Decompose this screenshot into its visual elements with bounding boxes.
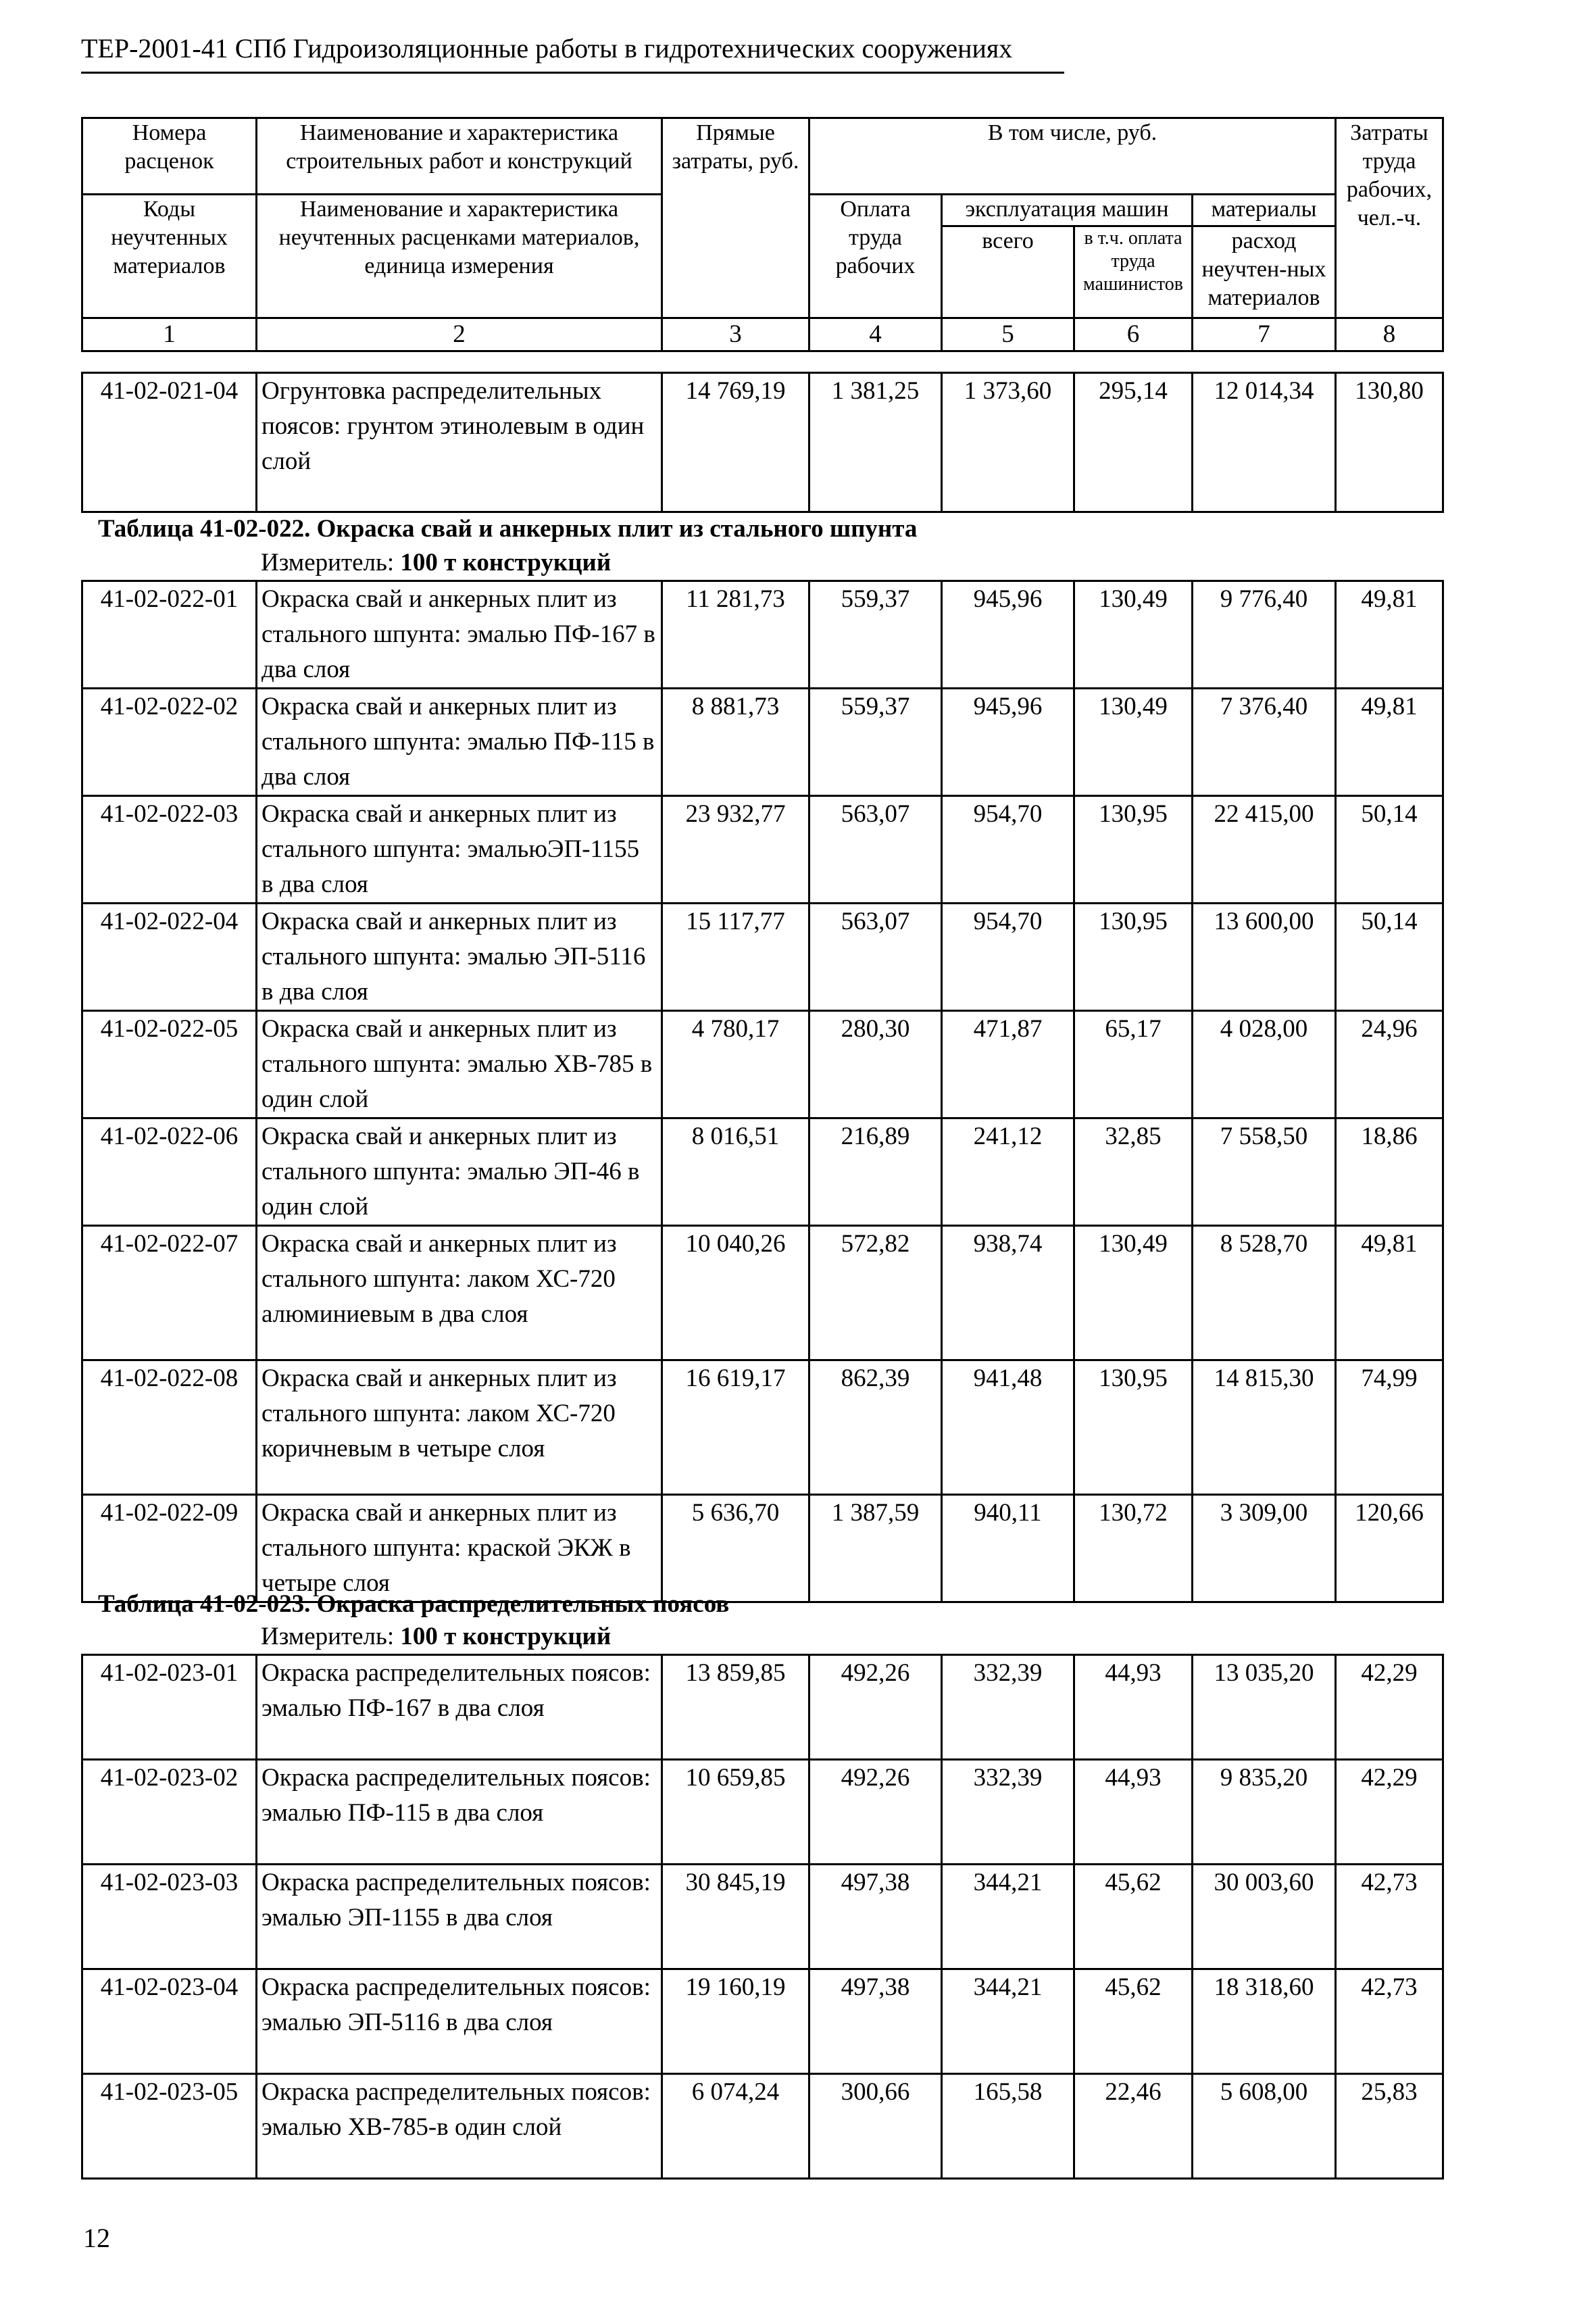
- work-description: Окраска распределительных поясов: эмалью ЭП-1155 в два слоя: [257, 1865, 662, 1969]
- work-description: Окраска распределительных поясов: эмалью ПФ-115 в два слоя: [257, 1760, 662, 1865]
- materials-cost: 4 028,00: [1193, 1011, 1336, 1118]
- col-number: 5: [942, 318, 1074, 351]
- direct-cost: 14 769,19: [662, 373, 809, 512]
- col-number: 8: [1336, 318, 1443, 351]
- work-description: Окраска свай и анкерных плит из стального шпунта: лаком ХС-720 алюминиевым в два слоя: [257, 1226, 662, 1360]
- machines-labor: 32,85: [1074, 1118, 1193, 1226]
- machines-labor: 130,95: [1074, 904, 1193, 1011]
- rate-code: 41-02-022-05: [82, 1011, 257, 1118]
- labor-cost: 563,07: [809, 904, 942, 1011]
- direct-cost: 16 619,17: [662, 1360, 809, 1495]
- table-row: [82, 1495, 1443, 1602]
- work-description: Окраска свай и анкерных плит из стального шпунта: эмалью ЭП-5116 в два слоя: [257, 904, 662, 1011]
- table-row: [82, 2074, 1443, 2179]
- labor-hours: 42,29: [1336, 1655, 1443, 1760]
- direct-cost: 8 016,51: [662, 1118, 809, 1226]
- table-row: [82, 689, 1443, 796]
- rate-code: 41-02-023-03: [82, 1865, 257, 1969]
- materials-cost: 13 035,20: [1193, 1655, 1336, 1760]
- machines-total: 165,58: [942, 2074, 1074, 2179]
- work-description: Окраска распределительных поясов: эмалью ЭП-5116 в два слоя: [257, 1969, 662, 2074]
- rate-code: 41-02-022-03: [82, 796, 257, 904]
- header-direct: Прямые затраты, руб.: [662, 118, 809, 318]
- labor-cost: 492,26: [809, 1760, 942, 1865]
- labor-hours: 49,81: [1336, 581, 1443, 689]
- work-description: Окраска свай и анкерных плит из стального шпунта: лаком ХС-720 коричневым в четыре слоя: [257, 1360, 662, 1495]
- rate-code: 41-02-023-02: [82, 1760, 257, 1865]
- header-material-name: Наименование и характеристика неучтенных расценками материалов, единица измерения: [257, 195, 662, 318]
- work-description: Окраска свай и анкерных плит из стального шпунта: эмалью ХВ-785 в один слой: [257, 1011, 662, 1118]
- machines-total: 344,21: [942, 1969, 1074, 2074]
- machines-total: 1 373,60: [942, 373, 1074, 512]
- page-number: 12: [83, 2223, 110, 2253]
- labor-cost: 563,07: [809, 796, 942, 904]
- materials-cost: 9 835,20: [1193, 1760, 1336, 1865]
- header-materials: материалы: [1193, 195, 1336, 226]
- machines-labor: 130,95: [1074, 1360, 1193, 1495]
- machines-total: 945,96: [942, 581, 1074, 689]
- direct-cost: 15 117,77: [662, 904, 809, 1011]
- machines-total: 938,74: [942, 1226, 1074, 1360]
- header-material-codes: Коды неучтенных материалов: [82, 195, 257, 318]
- materials-cost: 13 600,00: [1193, 904, 1336, 1011]
- materials-cost: 8 528,70: [1193, 1226, 1336, 1360]
- direct-cost: 6 074,24: [662, 2074, 809, 2179]
- rows-022: [82, 581, 1443, 1602]
- machines-labor: 45,62: [1074, 1969, 1193, 2074]
- machines-total: 941,48: [942, 1360, 1074, 1495]
- labor-cost: 497,38: [809, 1969, 942, 2074]
- labor-hours: 42,73: [1336, 1969, 1443, 2074]
- materials-cost: 7 376,40: [1193, 689, 1336, 796]
- column-header-table: [81, 117, 1444, 352]
- machines-labor: 295,14: [1074, 373, 1193, 512]
- machines-labor: 22,46: [1074, 2074, 1193, 2179]
- materials-cost: 7 558,50: [1193, 1118, 1336, 1226]
- rate-code: 41-02-023-05: [82, 2074, 257, 2179]
- direct-cost: 10 659,85: [662, 1760, 809, 1865]
- header-machines: эксплуатация машин: [942, 195, 1193, 226]
- rate-table-022: [81, 580, 1444, 1603]
- table-row: [82, 1655, 1443, 1760]
- machines-total: 954,70: [942, 904, 1074, 1011]
- machines-labor: 130,49: [1074, 1226, 1193, 1360]
- table-row: [82, 1969, 1443, 2074]
- table-row: [82, 1760, 1443, 1865]
- col-number: 3: [662, 318, 809, 351]
- labor-hours: 50,14: [1336, 904, 1443, 1011]
- measure-label: Измеритель:: [261, 549, 395, 576]
- table-023-title: Таблица 41-02-023. Окраска распределительных поясов: [98, 1590, 730, 1618]
- direct-cost: 13 859,85: [662, 1655, 809, 1760]
- measure-value: 100 т конструкций: [400, 1623, 612, 1650]
- page-header: ТЕР-2001-41 СПб Гидроизоляционные работы в гидротехнических сооружениях: [81, 30, 1064, 74]
- table-row: [82, 1865, 1443, 1969]
- rate-code: 41-02-022-09: [82, 1495, 257, 1602]
- machines-total: 344,21: [942, 1865, 1074, 1969]
- work-description: Окраска свай и анкерных плит из стального шпунта: краской ЭКЖ в четыре слоя: [257, 1495, 662, 1602]
- header-hours: Затраты труда рабочих, чел.-ч.: [1336, 118, 1443, 318]
- direct-cost: 4 780,17: [662, 1011, 809, 1118]
- table-row: [82, 581, 1443, 689]
- materials-cost: 5 608,00: [1193, 2074, 1336, 2179]
- table-row: [82, 373, 1443, 512]
- rate-code: 41-02-023-01: [82, 1655, 257, 1760]
- work-description: Окраска свай и анкерных плит из стального шпунта: эмальюЭП-1155 в два слоя: [257, 796, 662, 904]
- table-row: [82, 1011, 1443, 1118]
- materials-cost: 9 776,40: [1193, 581, 1336, 689]
- rate-code: 41-02-022-08: [82, 1360, 257, 1495]
- machines-total: 241,12: [942, 1118, 1074, 1226]
- labor-cost: 572,82: [809, 1226, 942, 1360]
- machines-total: 471,87: [942, 1011, 1074, 1118]
- labor-hours: 24,96: [1336, 1011, 1443, 1118]
- table-023-measure: [261, 1620, 611, 1654]
- machines-labor: 130,49: [1074, 689, 1193, 796]
- header-including: В том числе, руб.: [809, 118, 1336, 195]
- col-number: 4: [809, 318, 942, 351]
- header-name: Наименование и характеристика строительных работ и конструкций: [257, 118, 662, 195]
- labor-hours: 42,73: [1336, 1865, 1443, 1969]
- labor-hours: 49,81: [1336, 689, 1443, 796]
- materials-cost: 18 318,60: [1193, 1969, 1336, 2074]
- labor-hours: 42,29: [1336, 1760, 1443, 1865]
- labor-cost: 492,26: [809, 1655, 942, 1760]
- measure-label: Измеритель:: [261, 1623, 395, 1650]
- machines-total: 332,39: [942, 1760, 1074, 1865]
- labor-cost: 559,37: [809, 689, 942, 796]
- table-row: [82, 796, 1443, 904]
- labor-cost: 497,38: [809, 1865, 942, 1969]
- col-number: 2: [257, 318, 662, 351]
- labor-hours: 25,83: [1336, 2074, 1443, 2179]
- direct-cost: 5 636,70: [662, 1495, 809, 1602]
- materials-cost: 14 815,30: [1193, 1360, 1336, 1495]
- rate-code: 41-02-023-04: [82, 1969, 257, 2074]
- rate-code: 41-02-022-04: [82, 904, 257, 1011]
- materials-cost: 30 003,60: [1193, 1865, 1336, 1969]
- labor-hours: 50,14: [1336, 796, 1443, 904]
- table-row: [82, 1118, 1443, 1226]
- work-description: Окраска свай и анкерных плит из стального шпунта: эмалью ЭП-46 в один слой: [257, 1118, 662, 1226]
- header-codes: Номера расценок: [82, 118, 257, 195]
- materials-cost: 12 014,34: [1193, 373, 1336, 512]
- machines-total: 332,39: [942, 1655, 1074, 1760]
- machines-labor: 130,72: [1074, 1495, 1193, 1602]
- rate-code: 41-02-022-07: [82, 1226, 257, 1360]
- machines-labor: 44,93: [1074, 1760, 1193, 1865]
- table-row: [82, 1360, 1443, 1495]
- labor-hours: 74,99: [1336, 1360, 1443, 1495]
- machines-total: 945,96: [942, 689, 1074, 796]
- col-number: 1: [82, 318, 257, 351]
- rate-table-021: [81, 372, 1444, 513]
- rate-code: 41-02-021-04: [82, 373, 257, 512]
- direct-cost: 10 040,26: [662, 1226, 809, 1360]
- header-unaccounted: расход неучтен-ных материалов: [1193, 226, 1336, 318]
- direct-cost: 8 881,73: [662, 689, 809, 796]
- direct-cost: 19 160,19: [662, 1969, 809, 2074]
- direct-cost: 23 932,77: [662, 796, 809, 904]
- materials-cost: 3 309,00: [1193, 1495, 1336, 1602]
- work-description: Окраска распределительных поясов: эмалью ХВ-785-в один слой: [257, 2074, 662, 2179]
- work-description: Окраска свай и анкерных плит из стального шпунта: эмалью ПФ-115 в два слоя: [257, 689, 662, 796]
- labor-hours: 18,86: [1336, 1118, 1443, 1226]
- header-mach-labor: в т.ч. оплата труда машинистов: [1074, 226, 1193, 318]
- table-row: [82, 1226, 1443, 1360]
- rate-code: 41-02-022-02: [82, 689, 257, 796]
- rate-code: 41-02-022-06: [82, 1118, 257, 1226]
- rate-table-023: [81, 1654, 1444, 2180]
- rate-code: 41-02-022-01: [82, 581, 257, 689]
- machines-labor: 44,93: [1074, 1655, 1193, 1760]
- work-description: Огрунтовка распределительных поясов: грунтом этинолевым в один слой: [257, 373, 662, 512]
- table-row: [82, 904, 1443, 1011]
- labor-cost: 280,30: [809, 1011, 942, 1118]
- col-number: 7: [1193, 318, 1336, 351]
- labor-cost: 1 381,25: [809, 373, 942, 512]
- work-description: Окраска свай и анкерных плит из стального шпунта: эмалью ПФ-167 в два слоя: [257, 581, 662, 689]
- work-description: Окраска распределительных поясов: эмалью ПФ-167 в два слоя: [257, 1655, 662, 1760]
- direct-cost: 30 845,19: [662, 1865, 809, 1969]
- machines-labor: 130,95: [1074, 796, 1193, 904]
- machines-total: 954,70: [942, 796, 1074, 904]
- labor-hours: 49,81: [1336, 1226, 1443, 1360]
- machines-labor: 45,62: [1074, 1865, 1193, 1969]
- rows-023: [82, 1655, 1443, 2179]
- table-022-title: Таблица 41-02-022. Окраска свай и анкерных плит из стального шпунта: [98, 515, 918, 543]
- rows-021: [82, 373, 1443, 512]
- labor-cost: 862,39: [809, 1360, 942, 1495]
- labor-cost: 216,89: [809, 1118, 942, 1226]
- labor-hours: 130,80: [1336, 373, 1443, 512]
- labor-cost: 1 387,59: [809, 1495, 942, 1602]
- machines-total: 940,11: [942, 1495, 1074, 1602]
- header-mach-total: всего: [942, 226, 1074, 318]
- direct-cost: 11 281,73: [662, 581, 809, 689]
- labor-hours: 120,66: [1336, 1495, 1443, 1602]
- measure-value: 100 т конструкций: [400, 549, 612, 576]
- labor-cost: 559,37: [809, 581, 942, 689]
- materials-cost: 22 415,00: [1193, 796, 1336, 904]
- header-labor: Оплата труда рабочих: [809, 195, 942, 318]
- col-number: 6: [1074, 318, 1193, 351]
- labor-cost: 300,66: [809, 2074, 942, 2179]
- machines-labor: 130,49: [1074, 581, 1193, 689]
- table-022-measure: [261, 546, 611, 580]
- machines-labor: 65,17: [1074, 1011, 1193, 1118]
